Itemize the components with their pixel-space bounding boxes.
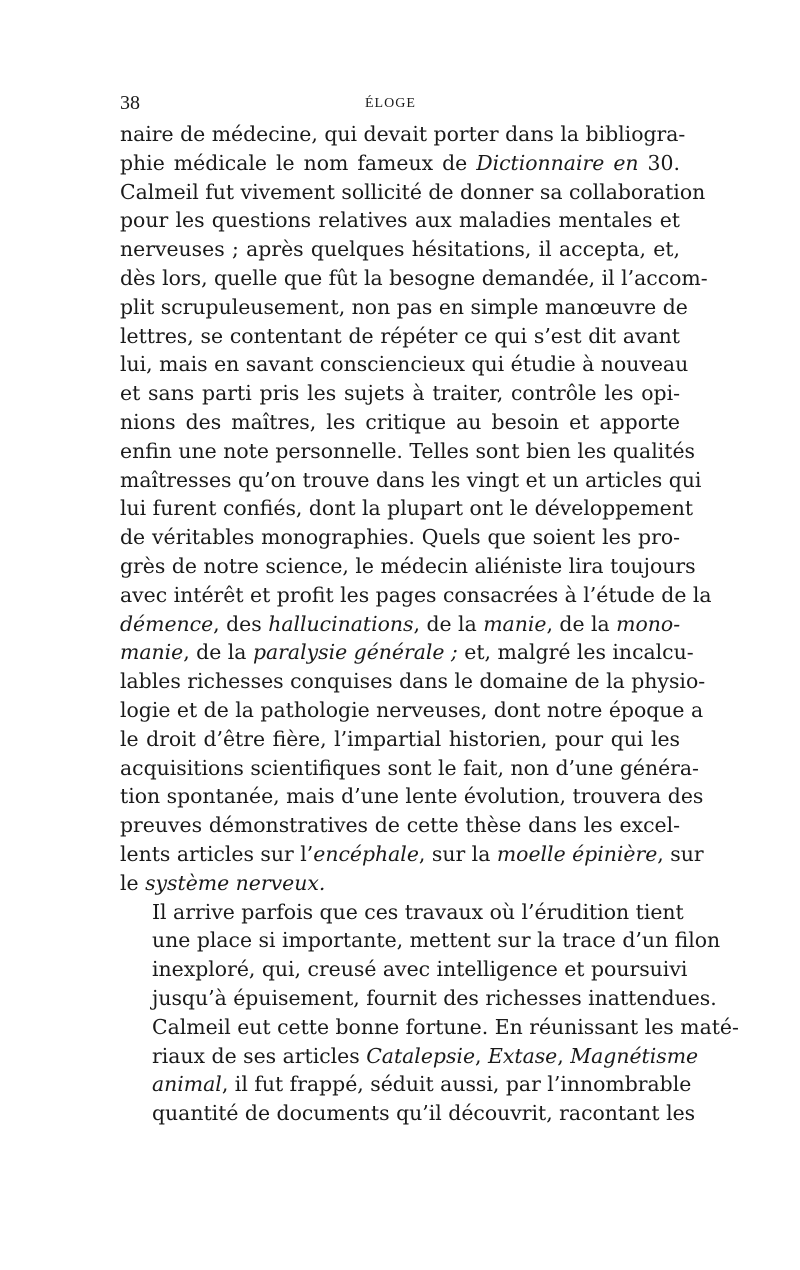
text-line: enfin une note personnelle. Telles sont bien les qualités xyxy=(120,438,695,463)
text-line: nerveuses ; après quelques hésitations, il accepta, et, xyxy=(120,237,680,262)
text-line: lents articles sur l’encéphale, sur la moelle épinière, sur xyxy=(120,841,704,866)
text-line: maîtresses qu’on trouve dans les vingt et un articles qui xyxy=(120,467,702,492)
text-line: naire de médecine, qui devait porter dans la bibliogra- xyxy=(120,122,686,146)
text-line: de véritables monographies. Quels que soient les pro- xyxy=(120,525,680,550)
text-line: jusqu’à épuisement, fournit des richesses inattendues. xyxy=(152,985,717,1010)
paragraph-2 xyxy=(120,898,739,1128)
text-line: le droit d’être fière, l’impartial historien, pour qui les xyxy=(120,726,680,751)
text-line: Calmeil eut cette bonne fortune. En réunissant les maté- xyxy=(152,1014,739,1039)
text-line: phie médicale le nom fameux de Dictionnaire en 30. xyxy=(120,150,680,175)
text-line: preuves démonstratives de cette thèse dans les excel- xyxy=(120,813,680,838)
page-number: 38 xyxy=(120,92,140,114)
text-line: lui, mais en savant consciencieux qui étudie à nouveau xyxy=(120,352,689,377)
text-line: animal, il fut frappé, séduit aussi, par l’innombrable xyxy=(152,1072,692,1097)
paragraph-1 xyxy=(120,120,712,898)
text-line: démence, des hallucinations, de la manie, de la mono- xyxy=(120,611,681,636)
text-line: Il arrive parfois que ces travaux où l’érudition tient xyxy=(152,899,684,924)
text-line: lables richesses conquises dans le domaine de la physio- xyxy=(120,669,706,694)
text-line: quantité de documents qu’il découvrit, racontant les xyxy=(152,1101,696,1126)
text-line: dès lors, quelle que fût la besogne demandée, il l’accom- xyxy=(120,265,708,290)
text-line: inexploré, qui, creusé avec intelligence et poursuivi xyxy=(152,957,688,982)
text-line: acquisitions scientifiques sont le fait, non d’une généra- xyxy=(120,755,699,780)
text-line: tion spontanée, mais d’une lente évolution, trouvera des xyxy=(120,784,704,809)
running-head: ÉLOGE xyxy=(365,96,416,111)
text-line: une place si importante, mettent sur la trace d’un filon xyxy=(152,928,721,953)
page-header xyxy=(120,90,680,114)
text-line: logie et de la pathologie nerveuses, dont notre époque a xyxy=(120,697,704,722)
book-page xyxy=(120,90,739,1128)
text-line: lettres, se contentant de répéter ce qui s’est dit avant xyxy=(120,323,680,348)
text-line: lui furent confiés, dont la plupart ont le développement xyxy=(120,496,694,521)
text-line: Calmeil fut vivement sollicité de donner sa collaboration xyxy=(120,179,706,204)
text-line: le système nerveux. xyxy=(120,870,326,895)
text-line: nions des maîtres, les critique au besoin et apporte xyxy=(120,409,680,434)
text-line: et sans parti pris les sujets à traiter, contrôle les opi- xyxy=(120,381,680,406)
text-line: manie, de la paralysie générale ; et, malgré les incalcu- xyxy=(120,640,694,665)
text-line: pour les questions relatives aux maladies mentales et xyxy=(120,208,680,233)
text-line: plit scrupuleusement, non pas en simple manœuvre de xyxy=(120,294,688,319)
text-line: avec intérêt et profit les pages consacrées à l’étude de la xyxy=(120,582,712,607)
text-line: grès de notre science, le médecin aliéniste lira toujours xyxy=(120,553,696,578)
text-line: riaux de ses articles Catalepsie, Extase, Magnétisme xyxy=(152,1043,699,1068)
